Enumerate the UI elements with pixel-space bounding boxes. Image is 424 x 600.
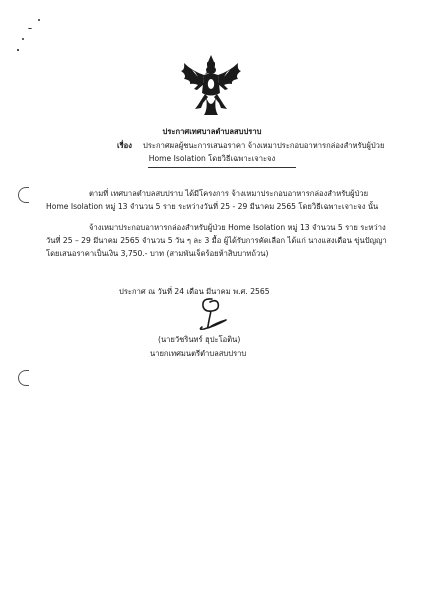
paragraph-1-line-1: ตามที่ เทศบาลตำบลสบปราบ ได้มีโครงการ จ้างเหมาประกอบอาหารกล่องสำหรับผู้ป่วย bbox=[89, 189, 369, 198]
paragraph-2-line-3: โดยเสนอราคาเป็นเงิน 3,750.- บาท (สามพันเจ็ดร้อยห้าสิบบาทถ้วน) bbox=[46, 249, 269, 258]
subject-label: เรื่อง bbox=[117, 141, 132, 150]
signer-position: นายกเทศมนตรีตำบลสบปราบ bbox=[150, 349, 247, 358]
scan-speck bbox=[22, 38, 24, 40]
paragraph-2-line-1: จ้างเหมาประกอบอาหารกล่องสำหรับผู้ป่วย Home Isolation หมู่ 13 จำนวน 5 ราย ระหว่าง bbox=[89, 223, 386, 232]
scan-speck bbox=[38, 19, 40, 21]
divider-line bbox=[148, 167, 296, 168]
subject-text: ประกาศผลผู้ชนะการเสนอราคา จ้างเหมาประกอบอาหารกล่องสำหรับผู้ป่วย bbox=[143, 141, 385, 150]
signature-image bbox=[188, 296, 236, 332]
paragraph-1-line-2: Home Isolation หมู่ 13 จำนวน 5 ราย ระหว่างวันที่ 25 - 29 มีนาคม 2565 โดยวิธีเฉพาะเจาะจง นั้น bbox=[46, 202, 379, 211]
signer-name: (นายวัชรินทร์ ฮุปะโอติน) bbox=[158, 335, 241, 344]
scan-speck bbox=[17, 49, 19, 51]
announcement-date: ประกาศ ณ วันที่ 24 เดือน มีนาคม พ.ศ. 2565 bbox=[119, 287, 270, 296]
subject-line-2: Home Isolation โดยวิธีเฉพาะเจาะจง bbox=[148, 154, 276, 163]
scan-speck bbox=[28, 28, 32, 29]
garuda-emblem-icon bbox=[178, 53, 244, 119]
paragraph-2-line-2: วันที่ 25 – 29 มีนาคม 2565 จำนวน 5 วัน ๆ ละ 3 มื้อ ผู้ได้รับการคัดเลือก ได้แก่ นางแสงเดือน ขุ่นปัญญา bbox=[46, 236, 387, 245]
punch-hole bbox=[18, 187, 29, 203]
document-title: ประกาศเทศบาลตำบลสบปราบ bbox=[162, 127, 262, 136]
punch-hole bbox=[18, 370, 29, 386]
